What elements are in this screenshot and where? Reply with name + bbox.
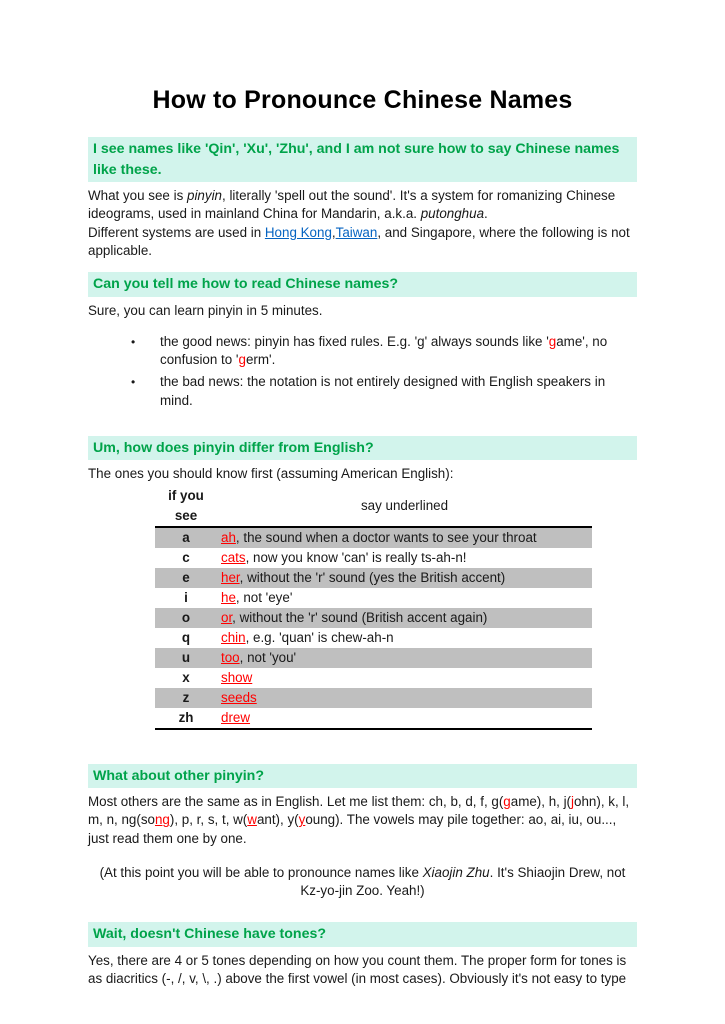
pinyin-letter-cell: o <box>181 609 191 625</box>
bullet-icon: • <box>131 375 136 390</box>
table-row <box>155 608 592 628</box>
pinyin-table <box>155 486 592 730</box>
list-item <box>131 373 637 409</box>
italic-text: Xiaojin Zhu <box>422 864 490 880</box>
red-sound-text: show <box>221 669 253 685</box>
question-heading-2: Can you tell me how to read Chinese names? <box>88 272 637 297</box>
table-row <box>155 588 592 608</box>
pinyin-letter-cell: zh <box>178 709 194 725</box>
table-row <box>155 548 592 568</box>
red-sound-text: g <box>238 352 246 368</box>
text-segment: . <box>484 206 488 222</box>
red-sound-text: g <box>503 794 511 810</box>
text-segment: What you see is <box>88 188 187 204</box>
pinyin-sound-cell <box>217 708 592 729</box>
text-segment: ame), h, j( <box>510 794 572 810</box>
answer-paragraph-1 <box>88 187 637 223</box>
list-item <box>131 333 637 369</box>
question-heading-5: Wait, doesn't Chinese have tones? <box>88 922 637 947</box>
text-segment: erm'. <box>245 352 276 368</box>
text-segment: , literally 'spell out the sound'. It's a system for romanizing Chinese ideograms, used in mainland China for Mandarin, a.k.a. <box>88 188 616 222</box>
red-sound-text: he <box>221 589 236 605</box>
pinyin-sound-cell <box>217 688 592 708</box>
text-segment: ant), y( <box>256 812 299 828</box>
pinyin-sound-cell <box>217 608 592 628</box>
text-segment: , e.g. 'quan' is chew-ah-n <box>245 629 394 645</box>
pinyin-sound-cell <box>217 527 592 548</box>
pinyin-sound-cell <box>217 668 592 688</box>
italic-text: putonghua <box>420 206 485 222</box>
answer-paragraph-5 <box>88 952 637 988</box>
answer-intro-2: Sure, you can learn pinyin in 5 minutes. <box>88 302 323 318</box>
table-row <box>155 648 592 668</box>
table-row <box>155 668 592 688</box>
red-sound-text: ng <box>154 812 170 828</box>
red-sound-text: seeds <box>221 689 257 705</box>
text-segment: Different systems are used in <box>88 224 265 240</box>
text-segment: , without the 'r' sound (yes the British accent) <box>239 569 506 585</box>
red-sound-text: too <box>221 649 240 665</box>
hyperlink-taiwan[interactable]: Taiwan <box>335 224 378 240</box>
red-sound-text: drew <box>221 709 251 725</box>
text-segment: , and Singapore, where the following is not applicable. <box>88 224 630 258</box>
table-header-if-you-see: if you see <box>168 487 204 523</box>
text-segment: , the sound when a doctor wants to see your throat <box>235 529 537 545</box>
red-sound-text: chin <box>221 629 246 645</box>
pinyin-letter-cell: e <box>182 569 190 585</box>
text-segment: . It's Shiaojin Drew, not Kz-yo-jin Zoo. Yeah!) <box>300 864 626 899</box>
pinyin-sound-cell <box>217 628 592 648</box>
pinyin-sound-cell <box>217 548 592 568</box>
table-header-row <box>155 486 592 527</box>
answer-intro-3: The ones you should know first (assuming American English): <box>88 466 454 482</box>
hyperlink-hong-kong[interactable]: Hong Kong <box>264 224 332 240</box>
red-sound-text: y <box>298 812 306 828</box>
pinyin-letter-cell: q <box>181 629 191 645</box>
text-segment: ohn), k, l, m, n, ng(so <box>88 794 630 828</box>
bullet-text <box>160 373 637 409</box>
pinyin-sound-cell <box>217 568 592 588</box>
news-bullet-list <box>131 333 637 410</box>
pinyin-letter-cell: c <box>182 549 190 565</box>
text-segment: Yes, there are 4 or 5 tones depending on how you count them. The proper form for tones is as diacritics (-, /, v, \, .) above the first vowel (in most cases). Obviously it's not easy to type <box>88 952 627 987</box>
page-title: How to Pronounce Chinese Names <box>152 86 573 114</box>
red-sound-text: w <box>247 812 257 828</box>
red-sound-text: her <box>221 569 240 585</box>
pronounce-example-note <box>88 864 637 900</box>
red-sound-text: cats <box>221 549 246 565</box>
table-row <box>155 628 592 648</box>
pinyin-sound-cell <box>217 588 592 608</box>
pinyin-letter-cell: a <box>182 529 190 545</box>
pinyin-letter-cell: x <box>182 669 190 685</box>
bullet-icon: • <box>131 334 136 349</box>
question-heading-1: I see names like 'Qin', 'Xu', 'Zhu', and I am not sure how to say Chinese names like these. <box>88 137 637 182</box>
text-segment: the good news: pinyin has fixed rules. E.g. 'g' always sounds like ' <box>160 333 549 349</box>
red-sound-text: ah <box>221 529 236 545</box>
pinyin-table-body <box>155 527 592 729</box>
red-sound-text: j <box>571 794 575 810</box>
table-row <box>155 527 592 548</box>
text-segment: ), p, r, s, t, w( <box>169 812 248 828</box>
text-segment: ame', no confusion to ' <box>160 333 608 368</box>
red-sound-text: g <box>548 333 557 349</box>
pinyin-sound-cell <box>217 648 592 668</box>
text-segment: , <box>331 224 336 240</box>
answer-paragraph-4 <box>88 793 637 848</box>
text-segment: , not 'you' <box>239 649 297 665</box>
pinyin-letter-cell: u <box>181 649 191 665</box>
question-heading-4: What about other pinyin? <box>88 764 637 789</box>
text-segment: , without the 'r' sound (British accent again) <box>232 609 488 625</box>
text-segment: Most others are the same as in English. Let me list them: ch, b, d, f, g( <box>88 794 504 810</box>
text-segment: the bad news: the notation is not entirely designed with English speakers in mind. <box>160 374 606 408</box>
text-segment: (At this point you will be able to pronounce names like <box>99 864 423 880</box>
table-row <box>155 688 592 708</box>
pinyin-letter-cell: z <box>182 689 190 705</box>
table-header-say-underlined: say underlined <box>360 497 449 513</box>
table-row <box>155 568 592 588</box>
italic-text: pinyin <box>187 188 222 204</box>
text-segment: , not 'eye' <box>235 589 293 605</box>
question-heading-3: Um, how does pinyin differ from English? <box>88 436 637 461</box>
red-sound-text: or <box>221 609 233 625</box>
text-segment: oung). The vowels may pile together: ao, ai, iu, ou..., just read them one by one. <box>88 812 617 846</box>
bullet-text <box>160 333 637 369</box>
pinyin-letter-cell: i <box>184 589 188 605</box>
table-row <box>155 708 592 729</box>
text-segment: , now you know 'can' is really ts-ah-n! <box>245 549 467 565</box>
answer-paragraph-2 <box>88 224 637 260</box>
